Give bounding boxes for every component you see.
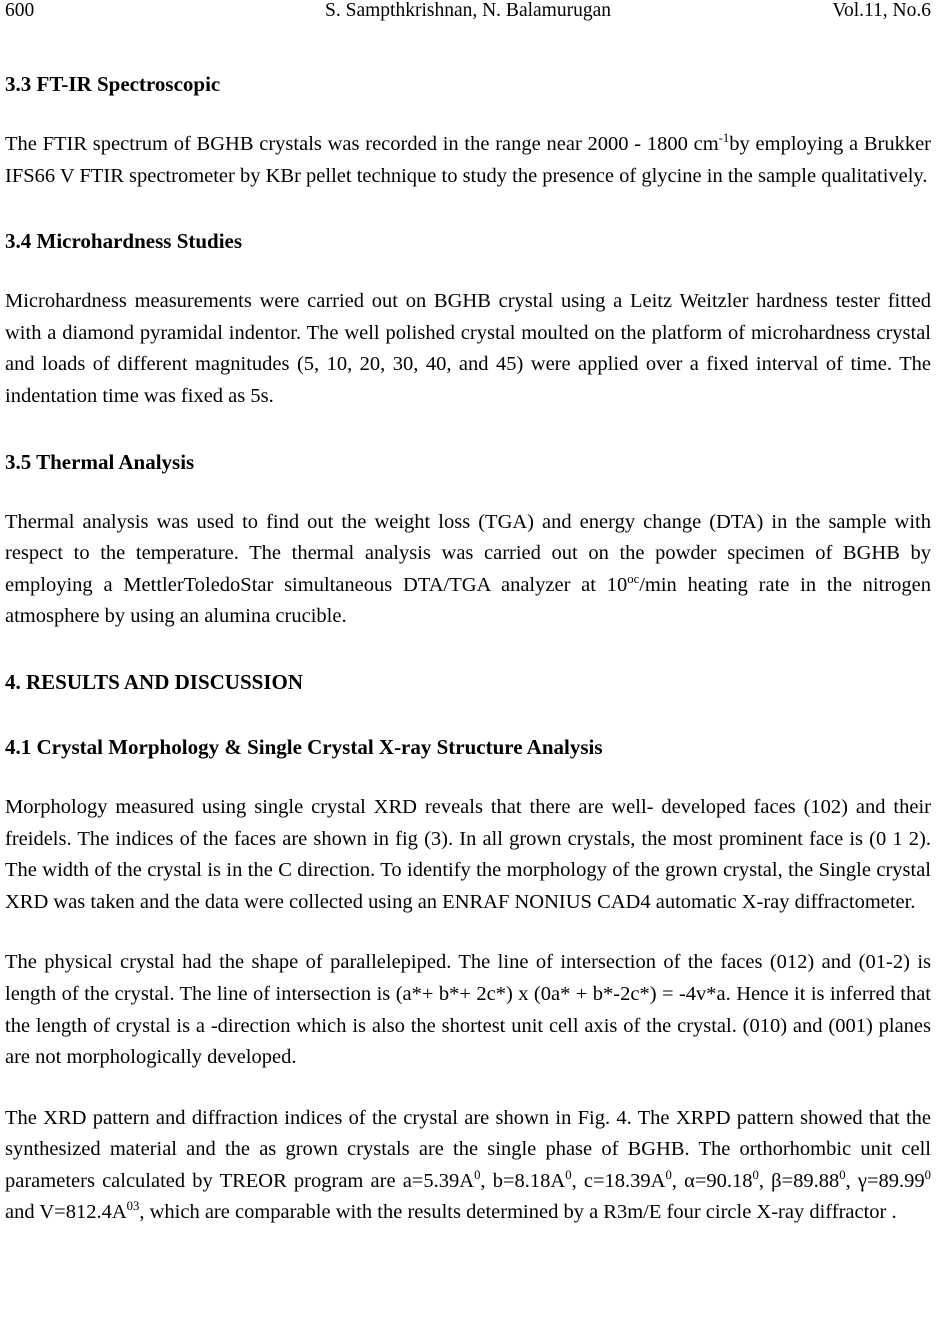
- running-head-authors: S. Sampthkrishnan, N. Balamurugan: [325, 0, 611, 21]
- section-heading-thermal: 3.5 Thermal Analysis: [5, 449, 195, 474]
- paragraph-ftir: The FTIR spectrum of BGHB crystals was recorded in the range near 2000 - 1800 $cm^{-1}by$ employing a Brukker IFS66 V FTIR spectrometer by KBr pellet technique to study the presence of glycine in the sample qualitatively.: [5, 131, 931, 187]
- paragraph-morphology: Morphology measured using single crystal XRD reveals that there are well- developed faces (102) and their freidels. The indices of the faces are shown in fig (3). In all grown crystals, the most prominent face is (0 1 2). The width of the crystal is in the C direction. To identify the morphology of the grown crystal, the Single crystal XRD was taken and the data were collected using an ENRAF NONIUS CAD4 automatic X-ray diffractometer.: [5, 795, 931, 913]
- section-heading-microhardness: 3.4 Microhardness Studies: [5, 229, 243, 254]
- section-heading-ftir: 3.3 FT-IR Spectroscopic: [5, 72, 221, 96]
- page-number: 600: [5, 0, 35, 21]
- section-heading-morphology: 4.1 Crystal Morphology & Single Crystal X-ray Structure Analysis: [5, 734, 603, 759]
- paragraph-xrd-pattern: The XRD pattern and diffraction indices of the crystal are shown in Fig. 4. The XRPD pattern showed that the synthesized material and the as grown crystals are the single phase of BGHB. The orthorhombic unit cell parameters calculated by TREOR program are $a=5.39A^0$, $b=8.18A^0$, $c=18.39A^0$, $\alpha=90.18^0$, $\beta=89.88^0$, $\gamma=89.99^0$ and $V=812.4A^{03}$, which are comparable with the results determined by a R3m/E four circle X-ray diffractor .: [5, 1106, 932, 1224]
- paragraph-thermal: Thermal analysis was used to find out the weight loss (TGA) and energy change (DTA) in the sample with respect to the temperature. The thermal analysis was carried out on the powder specimen of BGHB by employing a MettlerToledoStar simultaneous DTA/TGA analyzer at $10^{oc}/\min$ heating rate in the nitrogen atmosphere by using an alumina crucible.: [5, 510, 931, 628]
- paragraph-crystal-shape: The physical crystal had the shape of parallelepiped. The line of intersection of the faces (012) and (01-2) is length of the crystal. The line of intersection is (a*+ b*+ 2c*) x (0a* + b*-2c*) = -4v*a. Hence it is inferred that the length of crystal is a -direction which is also the shortest unit cell axis of the crystal. (010) and (001) planes are not morphologically developed.: [5, 951, 931, 1069]
- paragraph-microhardness: Microhardness measurements were carried out on BGHB crystal using a Leitz Weitzler hardness tester fitted with a diamond pyramidal indentor. The well polished crystal moulted on the platform of microhardness crystal and loads of different magnitudes (5, 10, 20, 30, 40, and 45) were applied over a fixed interval of time. The indentation time was fixed as 5s.: [5, 290, 931, 407]
- section-heading-results: 4. RESULTS AND DISCUSSION: [5, 669, 303, 694]
- journal-issue: Vol.11, No.6: [832, 0, 931, 21]
- page-header: [5, 0, 931, 22]
